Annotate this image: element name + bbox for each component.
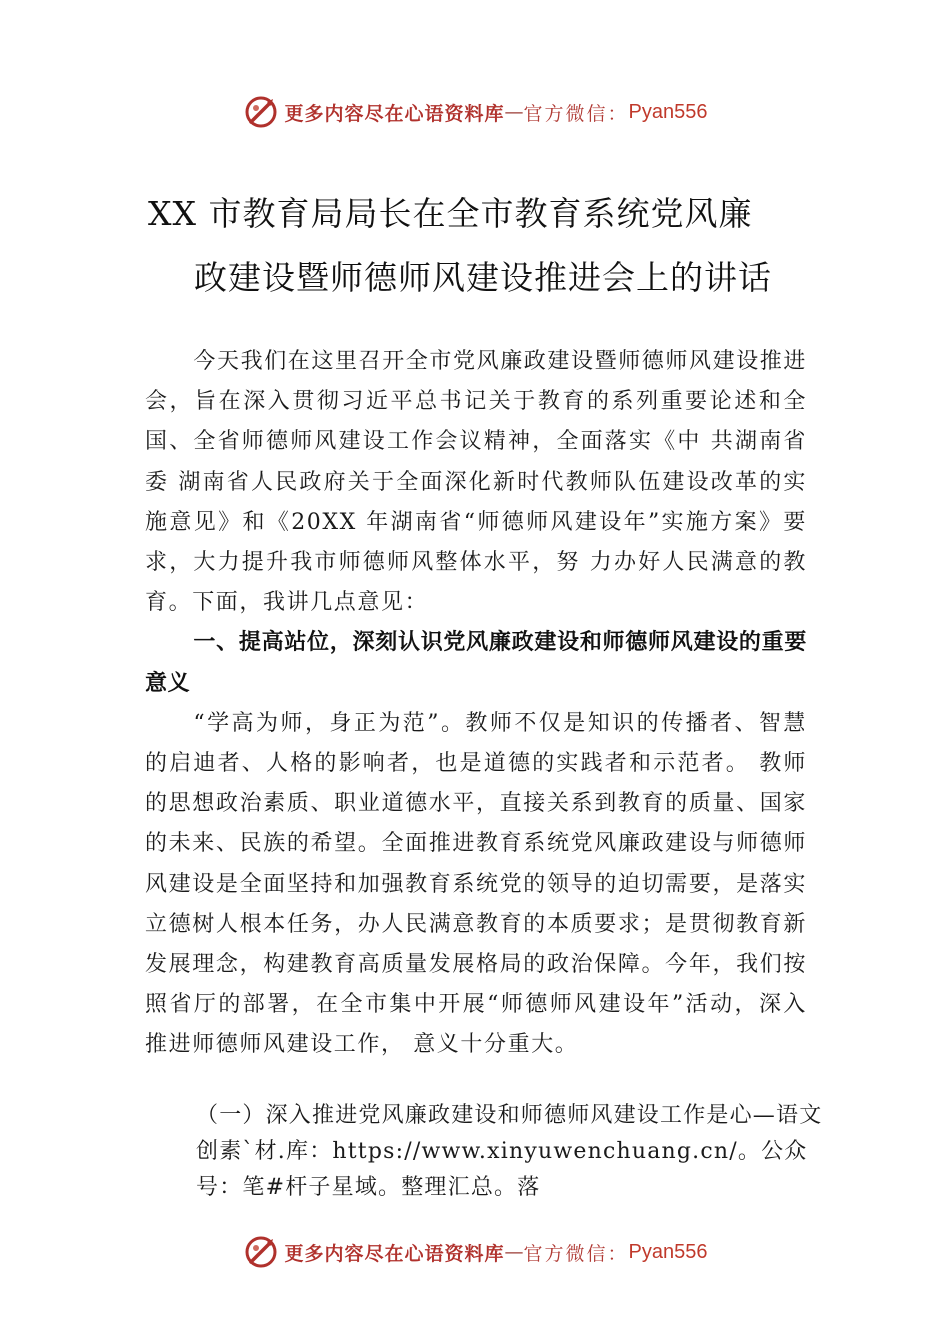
watermark-separator: — (504, 1241, 524, 1263)
section-heading-1: 一、提高站位，深刻认识党风廉政建设和师德师风建设的重要意义 (145, 630, 807, 696)
watermark-separator: — (504, 101, 524, 123)
section-1-paragraph: “学高为师，身正为范”。教师不仅是知识的传播者、智慧的启迪者、人格的影响者，也是道德的实践者和示范者。 教师的思想政治素质、职业道德水平，直接关系到教育的质量、国家的未来、民族的希望。全面推进教育系统党风廉政建设与师德师风建设是全面坚持和加强教育系统党的领导的迫切需要，是落实立德树人根本任务，办人民满意教育的本质要求；是贯彻教育新发展理念，构建教育高质量发展格局的政治保障。今年，我们按照省厅的部署，在全市集中开展“师德师风建设年”活动，深入推进师德师风建设工作， 意义十分重大。 (145, 710, 807, 1058)
brand-logo-icon (243, 1234, 279, 1270)
watermark-slogan: 更多内容尽在心语资料库 (284, 102, 505, 125)
watermark-wechat-label: 官方微信： (523, 102, 629, 125)
document-body (145, 342, 807, 1066)
watermark-slogan: 更多内容尽在心语资料库 (284, 1242, 505, 1265)
watermark-banner-bottom (0, 1232, 950, 1272)
watermark-wechat-id: Pyan556 (628, 100, 708, 123)
subsection-1-text: （一）深入推进党风廉政建设和师德师风建设工作是心—语文创素`材.库：https://www.xinyuwenchuang.cn/。公众号：笔#杆子星域。整理汇总。落 (196, 1103, 823, 1200)
brand-logo-icon (243, 94, 279, 130)
watermark-wechat-label: 官方微信： (523, 1242, 629, 1265)
watermark-banner-top (0, 92, 950, 132)
watermark-wechat-id: Pyan556 (628, 1240, 708, 1263)
document-title-line1: XX 市教育局局长在全市教育系统党风廉 (148, 194, 753, 233)
document-title-line2: 政建设暨师德师风建设推进会上的讲话 (194, 258, 772, 297)
intro-paragraph: 今天我们在这里召开全市党风廉政建设暨师德师风建设推进会，旨在深入贯彻习近平总书记关于教育的系列重要论述和全国、全省师德师风建设工作会议精神，全面落实《中 共湖南省委 湖南省人民政府关于全面深化新时代教师队伍建设改革的实施意见》和《20XX 年湖南省“师德师风建设年”实施方案》要求，大力提升我市师德师风整体水平，努 力办好人民满意的教育。下面，我讲几点意见： (145, 349, 807, 616)
